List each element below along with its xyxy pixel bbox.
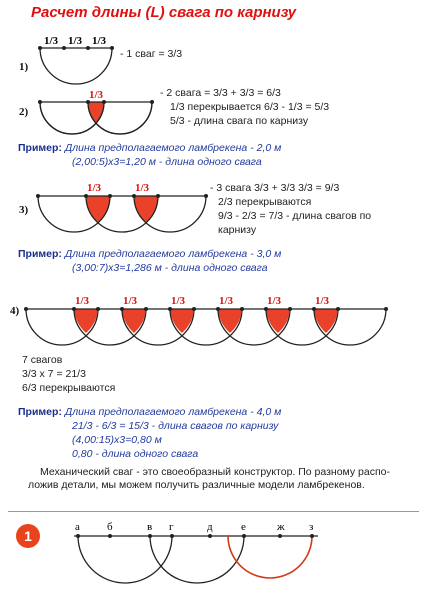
overlap-segment xyxy=(266,309,290,333)
example-line: 21/3 - 6/3 = 15/3 - длина свагов по карнизу xyxy=(72,420,279,432)
diagram-3-note: карнизу xyxy=(218,224,257,236)
attachment-point xyxy=(24,307,28,311)
example-line: (2,00:5)х3=1,20 м - длина одного свага xyxy=(72,156,262,168)
attachment-point xyxy=(120,307,124,311)
diagram-1-single-swag xyxy=(38,35,114,84)
diagram-4-note: 7 свагов xyxy=(22,354,63,366)
attachment-point xyxy=(208,534,212,538)
fraction-label: 1/3 xyxy=(92,35,107,47)
description-paragraph: Механический сваг - это своеобразный конструктор. По разному распо-ложив детали, мы можем получить различные модели ламбрекенов. xyxy=(28,466,391,491)
point-letter: а xyxy=(75,521,80,533)
attachment-point xyxy=(312,307,316,311)
diagram-number: 3) xyxy=(19,204,29,216)
fraction-label: 1/3 xyxy=(267,295,282,307)
attachment-point xyxy=(384,307,388,311)
mechanical-swag-diagram xyxy=(74,521,318,583)
attachment-point xyxy=(192,307,196,311)
example-line: Длина предполагаемого ламбрекена - 4,0 м xyxy=(64,406,282,418)
example-label: Пример: xyxy=(18,248,62,260)
fraction-label: 1/3 xyxy=(44,35,59,47)
fraction-label: 1/3 xyxy=(89,89,104,101)
attachment-point xyxy=(168,307,172,311)
diagram-2-note: 1/3 перекрывается 6/3 - 1/3 = 5/3 xyxy=(170,101,330,113)
example-1 xyxy=(18,142,281,155)
fraction-label: 1/3 xyxy=(171,295,186,307)
diagram-number: 4) xyxy=(10,305,20,317)
diagram-3-note: 2/3 перекрываются xyxy=(218,196,312,208)
overlap-segment xyxy=(170,309,194,333)
diagram-2-note: - 2 свага = 3/3 + 3/3 = 6/3 xyxy=(160,87,281,99)
point-letter: з xyxy=(309,521,314,533)
fraction-label: 1/3 xyxy=(75,295,90,307)
attachment-point xyxy=(242,534,246,538)
example-label: Пример: xyxy=(18,142,62,154)
fraction-label: 1/3 xyxy=(68,35,83,47)
point-letter: г xyxy=(169,521,174,533)
attachment-point xyxy=(278,534,282,538)
overlap-segment xyxy=(314,309,338,333)
overlap-segment xyxy=(218,309,242,333)
example-line: Длина предполагаемого ламбрекена - 3,0 м xyxy=(64,248,282,260)
diagram-1-note: - 1 сваг = 3/3 xyxy=(120,48,183,60)
attachment-point xyxy=(336,307,340,311)
point-letter: в xyxy=(147,521,153,533)
diagram-4-note: 3/3 х 7 = 21/3 xyxy=(22,368,86,380)
diagram-number: 1) xyxy=(19,61,29,73)
divider xyxy=(8,511,419,512)
fraction-label: 1/3 xyxy=(135,182,150,194)
diagram-4-note: 6/3 перекрываются xyxy=(22,382,116,394)
page-title: Расчет длины (L) свага по карнизу xyxy=(31,4,297,21)
attachment-point xyxy=(288,307,292,311)
attachment-point xyxy=(264,307,268,311)
fraction-label: 1/3 xyxy=(87,182,102,194)
example-line: 0,80 - длина одного свага xyxy=(72,448,199,460)
attachment-point xyxy=(76,534,80,538)
attachment-point xyxy=(108,534,112,538)
example-line: (3,00:7)х3=1,286 м - длина одного свага xyxy=(72,262,268,274)
attachment-point xyxy=(310,534,314,538)
diagram-2-two-swags xyxy=(38,89,154,134)
example-line: Длина предполагаемого ламбрекена - 2,0 м xyxy=(64,142,282,154)
diagram-4-seven-swags xyxy=(24,295,388,345)
diagram-number: 2) xyxy=(19,106,29,118)
attachment-point xyxy=(96,307,100,311)
point-letter: е xyxy=(241,521,246,533)
example-label: Пример: xyxy=(18,406,62,418)
diagram-3-note: - 3 свага 3/3 + 3/3 3/3 = 9/3 xyxy=(210,182,340,194)
fraction-label: 1/3 xyxy=(219,295,234,307)
example-3 xyxy=(18,406,281,419)
overlap-segment xyxy=(74,309,98,333)
attachment-point xyxy=(240,307,244,311)
fraction-label: 1/3 xyxy=(123,295,138,307)
point-letter: ж xyxy=(277,521,285,533)
overlap-segment xyxy=(122,309,146,333)
attachment-point xyxy=(72,307,76,311)
example-line: (4,00:15)х3=0,80 м xyxy=(72,434,162,446)
fraction-label: 1/3 xyxy=(315,295,330,307)
attachment-point xyxy=(144,307,148,311)
attachment-point xyxy=(170,534,174,538)
diagram-3-note: 9/3 - 2/3 = 7/3 - длина свагов по xyxy=(218,210,372,222)
attachment-point xyxy=(148,534,152,538)
point-letter: д xyxy=(207,521,213,533)
example-2 xyxy=(18,248,281,261)
point-letter: б xyxy=(107,521,113,533)
attachment-point xyxy=(216,307,220,311)
step-badge: 1 xyxy=(16,524,40,548)
diagram-2-note: 5/3 - длина свага по карнизу xyxy=(170,115,309,127)
diagram-3-three-swags xyxy=(36,182,208,232)
